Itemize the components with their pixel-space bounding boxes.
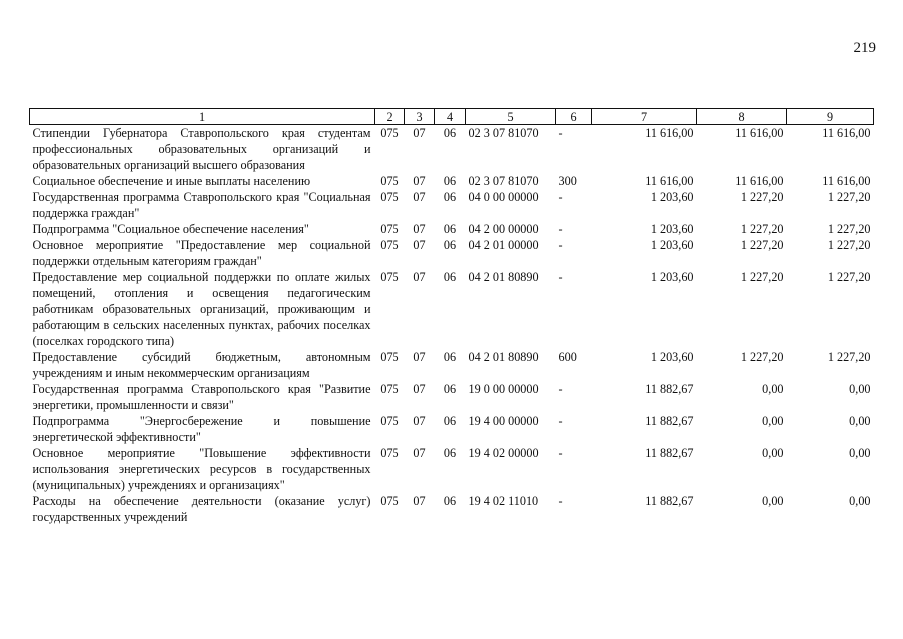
cell-sum-year3: 11 616,00 [822,174,871,188]
cell-csr: 04 2 00 00000 [468,222,539,236]
cell-sum-year1: 11 882,67 [645,494,694,508]
cell-rz: 07 [413,174,426,188]
table-row [30,173,874,189]
cell-rz: 07 [413,222,426,236]
cell-sum-year1: 11 882,67 [645,446,694,460]
row-name: Основное мероприятие "Предоставление мер социальной поддержки отдельным категориям граждан" [32,238,371,268]
cell-vr: - [558,446,563,460]
cell-ved: 075 [380,222,399,236]
table-row [30,189,874,221]
cell-csr: 19 4 02 00000 [468,446,539,460]
cell-pr: 06 [443,222,457,236]
cell-pr: 06 [443,350,457,364]
table-row [30,125,874,174]
cell-csr: 02 3 07 81070 [468,126,539,140]
cell-ved: 075 [380,446,399,460]
row-name: Расходы на обеспечение деятельности (оказание услуг) государственных учреждений [32,494,371,524]
cell-csr: 19 4 00 00000 [468,414,539,428]
column-header: 6 [556,109,592,125]
cell-sum-year3: 1 227,20 [827,238,871,252]
row-name: Основное мероприятие "Повышение эффективности использования энергетических ресурсов в государственных (муниципальных) учреждениях и организациях" [32,446,371,492]
cell-rz: 07 [413,494,426,508]
cell-pr: 06 [443,446,457,460]
cell-pr: 06 [443,270,457,284]
cell-rz: 07 [413,350,426,364]
cell-pr: 06 [443,494,457,508]
cell-sum-year1: 1 203,60 [650,270,694,284]
cell-sum-year2: 0,00 [762,414,784,428]
row-name: Государственная программа Ставропольского края "Социальная поддержка граждан" [32,190,371,220]
cell-sum-year2: 0,00 [762,382,784,396]
row-name: Государственная программа Ставропольского края "Развитие энергетики, промышленности и связи" [32,382,371,412]
cell-sum-year3: 0,00 [849,382,871,396]
cell-sum-year1: 11 616,00 [645,174,694,188]
column-header: 2 [375,109,405,125]
cell-csr: 04 0 00 00000 [468,190,539,204]
cell-sum-year1: 1 203,60 [650,238,694,252]
table-row [30,349,874,381]
cell-pr: 06 [443,190,457,204]
cell-csr: 04 2 01 80890 [468,350,539,364]
cell-vr: - [558,414,563,428]
cell-ved: 075 [380,126,399,140]
cell-csr: 04 2 01 80890 [468,270,539,284]
cell-rz: 07 [413,270,426,284]
cell-ved: 075 [380,350,399,364]
column-header: 5 [466,109,556,125]
cell-sum-year3: 11 616,00 [822,126,871,140]
table-row [30,413,874,445]
cell-ved: 075 [380,382,399,396]
cell-vr: - [558,222,563,236]
cell-sum-year3: 0,00 [849,414,871,428]
cell-sum-year2: 1 227,20 [740,190,784,204]
column-header: 7 [592,109,697,125]
table-row [30,237,874,269]
cell-ved: 075 [380,238,399,252]
cell-csr: 19 0 00 00000 [468,382,539,396]
column-header: 9 [787,109,874,125]
cell-sum-year2: 1 227,20 [740,238,784,252]
table-row [30,381,874,413]
row-name: Стипендии Губернатора Ставропольского края студентам профессиональных образовательных организаций и образовательных организаций высшего образования [32,126,371,172]
column-header: 3 [405,109,435,125]
column-header: 1 [30,109,375,125]
cell-rz: 07 [413,414,426,428]
cell-vr: - [558,382,563,396]
row-name: Подпрограмма "Социальное обеспечение населения" [32,222,309,236]
row-name: Социальное обеспечение и иные выплаты населению [32,174,311,188]
cell-sum-year2: 1 227,20 [740,270,784,284]
cell-sum-year3: 1 227,20 [827,270,871,284]
cell-pr: 06 [443,382,457,396]
cell-pr: 06 [443,126,457,140]
cell-rz: 07 [413,382,426,396]
budget-table [29,108,874,525]
table-body [30,125,874,526]
row-name: Предоставление мер социальной поддержки по оплате жилых помещений, отопления и освещения педагогическим работникам образовательных организаций, проживающим и работающим в сельских населенных пунктах, рабочих поселках (поселках городского типа) [32,270,371,348]
cell-pr: 06 [443,414,457,428]
header-row [30,109,874,125]
cell-sum-year1: 1 203,60 [650,190,694,204]
column-header: 4 [435,109,466,125]
cell-csr: 02 3 07 81070 [468,174,539,188]
cell-sum-year1: 11 882,67 [645,382,694,396]
column-header: 8 [697,109,787,125]
cell-ved: 075 [380,174,399,188]
cell-sum-year2: 11 616,00 [735,174,784,188]
cell-vr: - [558,126,563,140]
cell-sum-year3: 1 227,20 [827,190,871,204]
cell-ved: 075 [380,270,399,284]
cell-sum-year3: 1 227,20 [827,222,871,236]
cell-sum-year3: 0,00 [849,446,871,460]
row-name: Предоставление субсидий бюджетным, автономным учреждениям и иным некоммерческим организациям [32,350,371,380]
table-row [30,493,874,525]
table-row [30,445,874,493]
cell-vr: - [558,270,563,284]
cell-csr: 19 4 02 11010 [468,494,539,508]
cell-sum-year2: 1 227,20 [740,350,784,364]
cell-vr: - [558,494,563,508]
cell-ved: 075 [380,494,399,508]
cell-vr: 300 [558,174,577,188]
cell-sum-year2: 1 227,20 [740,222,784,236]
cell-csr: 04 2 01 00000 [468,238,539,252]
cell-rz: 07 [413,446,426,460]
cell-sum-year2: 11 616,00 [735,126,784,140]
cell-vr: - [558,190,563,204]
page-number: 219 [853,40,876,56]
cell-sum-year2: 0,00 [762,446,784,460]
cell-rz: 07 [413,238,426,252]
cell-pr: 06 [443,238,457,252]
cell-sum-year1: 1 203,60 [650,222,694,236]
cell-sum-year3: 0,00 [849,494,871,508]
table-row [30,221,874,237]
cell-sum-year1: 11 616,00 [645,126,694,140]
cell-sum-year1: 11 882,67 [645,414,694,428]
cell-sum-year1: 1 203,60 [650,350,694,364]
cell-rz: 07 [413,190,426,204]
cell-pr: 06 [443,174,457,188]
cell-ved: 075 [380,414,399,428]
cell-rz: 07 [413,126,426,140]
cell-sum-year3: 1 227,20 [827,350,871,364]
row-name: Подпрограмма "Энергосбережение и повышение энергетической эффективности" [32,414,371,444]
cell-vr: 600 [558,350,577,364]
cell-ved: 075 [380,190,399,204]
cell-sum-year2: 0,00 [762,494,784,508]
cell-vr: - [558,238,563,252]
table-row [30,269,874,349]
